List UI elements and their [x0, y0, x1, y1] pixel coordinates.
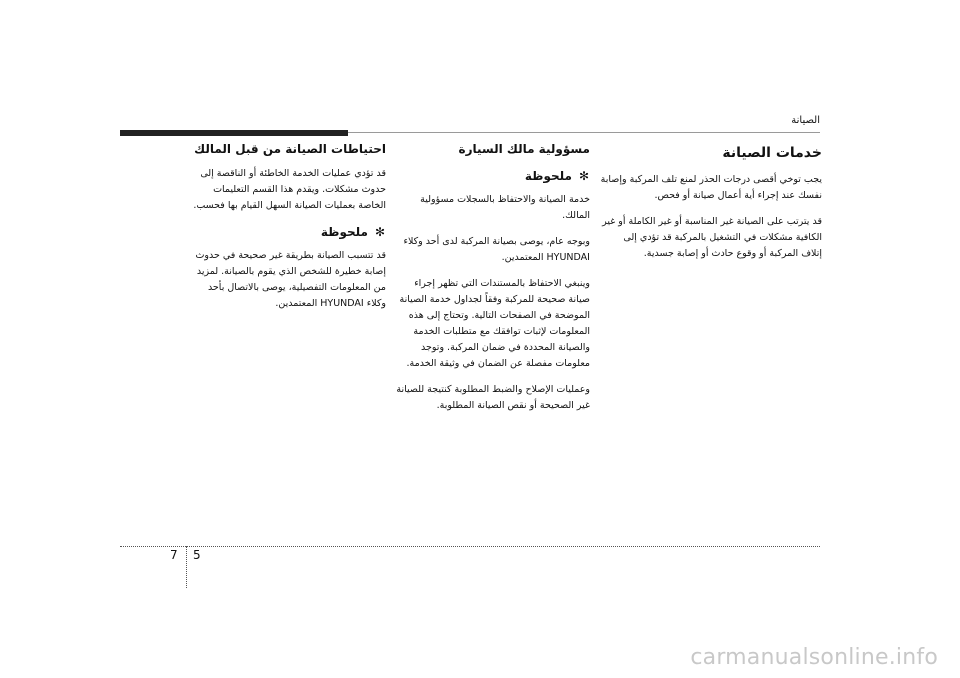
paragraph: قد يترتب على الصيانة غير المناسبة أو غير الكاملة أو غير الكافية مشكلات في التشغيل بالمركبة قد تؤدي إلى إتلاف المركبة أو وقوع حادث أو إصابة جسدية.: [602, 216, 822, 259]
paragraph: قد تؤدي عمليات الخدمة الخاطئة أو الناقصة إلى حدوث مشكلات. ويقدم هذا القسم التعليمات الخاصة بعمليات الصيانة السهل القيام بها فحسب.: [193, 168, 386, 211]
paragraph: قد تتسبب الصيانة بطريقة غير صحيحة في حدوث إصابة خطيرة للشخص الذي يقوم بالصيانة. لمزيد من المعلومات التفصيلية، يوصى بالاتصال بأحد وكلاء HYUNDAI المعتمدين.: [195, 250, 386, 309]
page-number: 5: [193, 548, 201, 562]
footer-divider: [186, 546, 187, 588]
right-column: [600, 140, 822, 272]
section-title-owner-responsibility: مسؤولية مالك السيارة: [458, 142, 590, 156]
paragraph: وينبغي الاحتفاظ بالمستندات التي تظهر إجراء صيانة صحيحة للمركبة وفقاً لجداول خدمة الصيانة الموضحة في الصفحات التالية. وتحتاج إلى هذه المعلومات لإثبات توافقك مع متطلبات الخدمة والصيانة المحددة في ضمان المركبة. وتوجد معلومات مفصلة عن الضمان في وثيقة الخدمة.: [399, 278, 590, 369]
note-label: ملحوظة: [320, 225, 368, 239]
section-title-owner-precautions: احتياطات الصيانة من قبل المالك: [194, 142, 386, 156]
paragraph: خدمة الصيانة والاحتفاظ بالسجلات مسؤولية المالك.: [420, 194, 590, 221]
note-label: ملحوظة: [524, 169, 572, 183]
section-title-maintenance-services: خدمات الصيانة: [722, 145, 822, 161]
header-rule-accent: [120, 130, 348, 136]
paragraph: وعمليات الإصلاح والضبط المطلوبة كنتيجة للصيانة غير الصحيحة أو نقص الصيانة المطلوبة.: [396, 384, 590, 411]
paragraph: وبوجه عام، يوصى بصيانة المركبة لدى أحد وكلاء HYUNDAI المعتمدين.: [403, 236, 590, 263]
footer-rule: [120, 546, 820, 547]
left-column: [190, 140, 386, 322]
watermark: carmanualsonline.info: [690, 645, 938, 670]
asterisk-note-icon: ✻: [578, 169, 590, 183]
paragraph: يجب توخي أقصى درجات الحذر لمنع تلف المركبة وإصابة نفسك عند إجراء أية أعمال صيانة أو فحص.: [600, 174, 822, 201]
note-heading: [394, 168, 590, 184]
middle-column: [394, 140, 590, 424]
asterisk-note-icon: ✻: [374, 225, 386, 239]
note-heading: [190, 224, 386, 240]
section-label: الصيانة: [791, 115, 820, 126]
page-section-number: 7: [170, 548, 178, 562]
